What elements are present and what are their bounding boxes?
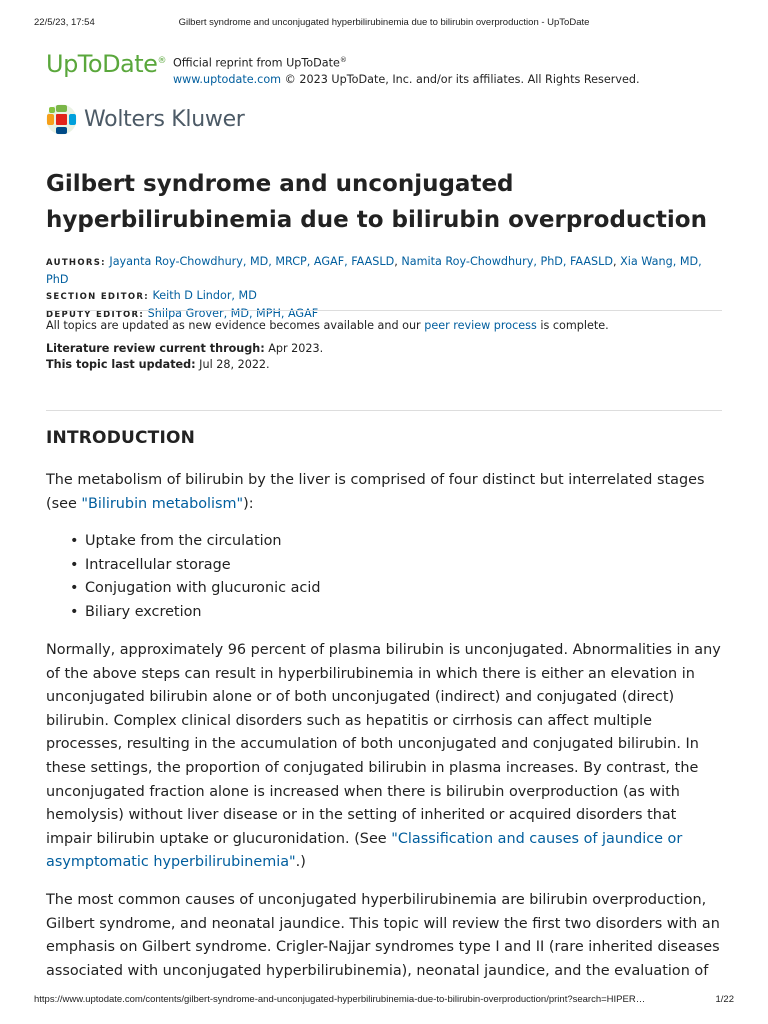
update-policy-pre: All topics are updated as new evidence becomes available and our: [46, 319, 425, 332]
divider: [46, 410, 722, 411]
uptodate-logo-text: UpToDate: [46, 50, 158, 78]
deputy-editor-link[interactable]: Shilpa Grover, MD, MPH, AGAF: [147, 306, 319, 320]
list-item: • Intracellular storage: [70, 554, 670, 578]
article-meta: [46, 254, 726, 323]
uptodate-logo-mark: ®: [157, 56, 166, 66]
last-updated-date: Jul 28, 2022.: [195, 358, 270, 371]
uptodate-logo: [46, 50, 166, 78]
paragraph-text: ):: [243, 495, 254, 512]
reprint-text: Official reprint from UpToDate: [173, 56, 340, 70]
section-editor-line: [46, 288, 726, 306]
list-item: • Uptake from the circulation: [70, 530, 670, 554]
list-item: • Conjugation with glucuronic acid: [70, 577, 670, 601]
publisher-name: Wolters Kluwer: [84, 107, 245, 132]
paragraph: [46, 469, 726, 516]
list-item: • Biliary excretion: [70, 601, 670, 625]
page-number: 1/22: [715, 994, 734, 1005]
author-link[interactable]: Jayanta Roy-Chowdhury, MD, MRCP, AGAF, FAASLD: [109, 255, 395, 268]
peer-review-link[interactable]: peer review process: [424, 319, 537, 332]
wolters-kluwer-mark-icon: [46, 104, 77, 135]
section-editor-label: SECTION EDITOR:: [46, 292, 149, 302]
section-heading-introduction: INTRODUCTION: [46, 428, 196, 448]
literature-review-label: Literature review current through:: [46, 341, 265, 355]
section-editor-link[interactable]: Keith D Lindor, MD: [152, 289, 257, 302]
print-url: https://www.uptodate.com/contents/gilbert-syndrome-and-unconjugated-hyperbilirubinemia-due-to-bilirubin-overproduction/print?search=HIPER…: [34, 994, 646, 1005]
author-link[interactable]: Namita Roy-Chowdhury, PhD, FAASLD: [401, 255, 613, 268]
literature-review: [46, 341, 726, 358]
last-updated: [46, 357, 726, 374]
paragraph: [46, 639, 726, 875]
update-status: [46, 318, 726, 374]
literature-review-date: Apr 2023.: [264, 341, 324, 355]
reprint-mark: ®: [339, 56, 347, 64]
bilirubin-stages-list: [70, 530, 670, 624]
author-link[interactable]: Xia Wang, MD, PhD: [46, 255, 702, 286]
print-page-title: Gilbert syndrome and unconjugated hyperbilirubinemia due to bilirubin overproduction - UpToDate: [178, 17, 590, 28]
jaundice-classification-link[interactable]: "Classification and causes of jaundice or asymptomatic hyperbilirubinemia": [46, 830, 683, 871]
last-updated-label: This topic last updated:: [46, 358, 196, 371]
divider: [46, 310, 722, 311]
paragraph-text: The metabolism of bilirubin by the liver is comprised of four distinct but interrelated stages (see: [46, 472, 705, 512]
brand-row: [46, 50, 722, 90]
uptodate-site-link[interactable]: www.uptodate.com: [173, 72, 282, 86]
article-title: Gilbert syndrome and unconjugated hyperbilirubinemia due to bilirubin overproduction: [46, 171, 707, 233]
paragraph-text: Normally, approximately 96 percent of plasma bilirubin is unconjugated. Abnormalities in any of the above steps can result in hyperbilirubinemia in which there is either an elevation in unconjugated bilirubin alone or of both unconjugated (indirect) and conjugated (direct) bilirubin. Complex clinical disorders such as hepatitis or cirrhosis can affect multiple processes, resulting in the accumulation of both unconjugated and conjugated bilirubin. In these settings, the proportion of conjugated bilirubin in plasma increases. By contrast, the unconjugated fraction alone is increased when there is bilirubin overproduction (as with hemolysis) without liver disease or in the setting of inherited or acquired disorders that impair bilirubin uptake or glucuronidation. (See: [46, 642, 721, 847]
update-policy-post: is complete.: [536, 319, 609, 332]
authors-label: AUTHORS:: [46, 258, 106, 268]
paragraph: The most common causes of unconjugated hyperbilirubinemia are bilirubin overproduction, Gilbert syndrome, and neonatal jaundice. This topic will review the first two disorders with an emphasis on Gilbert syndrome. Crigler-Najjar syndromes type I and II (rare inherited diseases associated with unconjugated hyperbilirubinemia), neonatal jaundice, and the evaluation of: [46, 892, 720, 979]
copyright-text: © 2023 UpToDate, Inc. and/or its affiliates. All Rights Reserved.: [281, 72, 640, 86]
bilirubin-metabolism-link[interactable]: "Bilirubin metabolism": [81, 495, 244, 512]
print-date: 22/5/23, 17:54: [34, 17, 95, 28]
deputy-editor-label: DEPUTY EDITOR:: [46, 309, 145, 320]
paragraph-text: .): [295, 854, 306, 871]
authors-line: AUTHORS: Jayanta Roy-Chowdhury, MD, MRCP, AGAF, FAASLD, Namita Roy-Chowdhury, PhD, FAASLD, Xia Wang, MD, PhD: [46, 255, 702, 286]
update-policy: [46, 318, 726, 335]
reprint-notice: [173, 52, 640, 88]
